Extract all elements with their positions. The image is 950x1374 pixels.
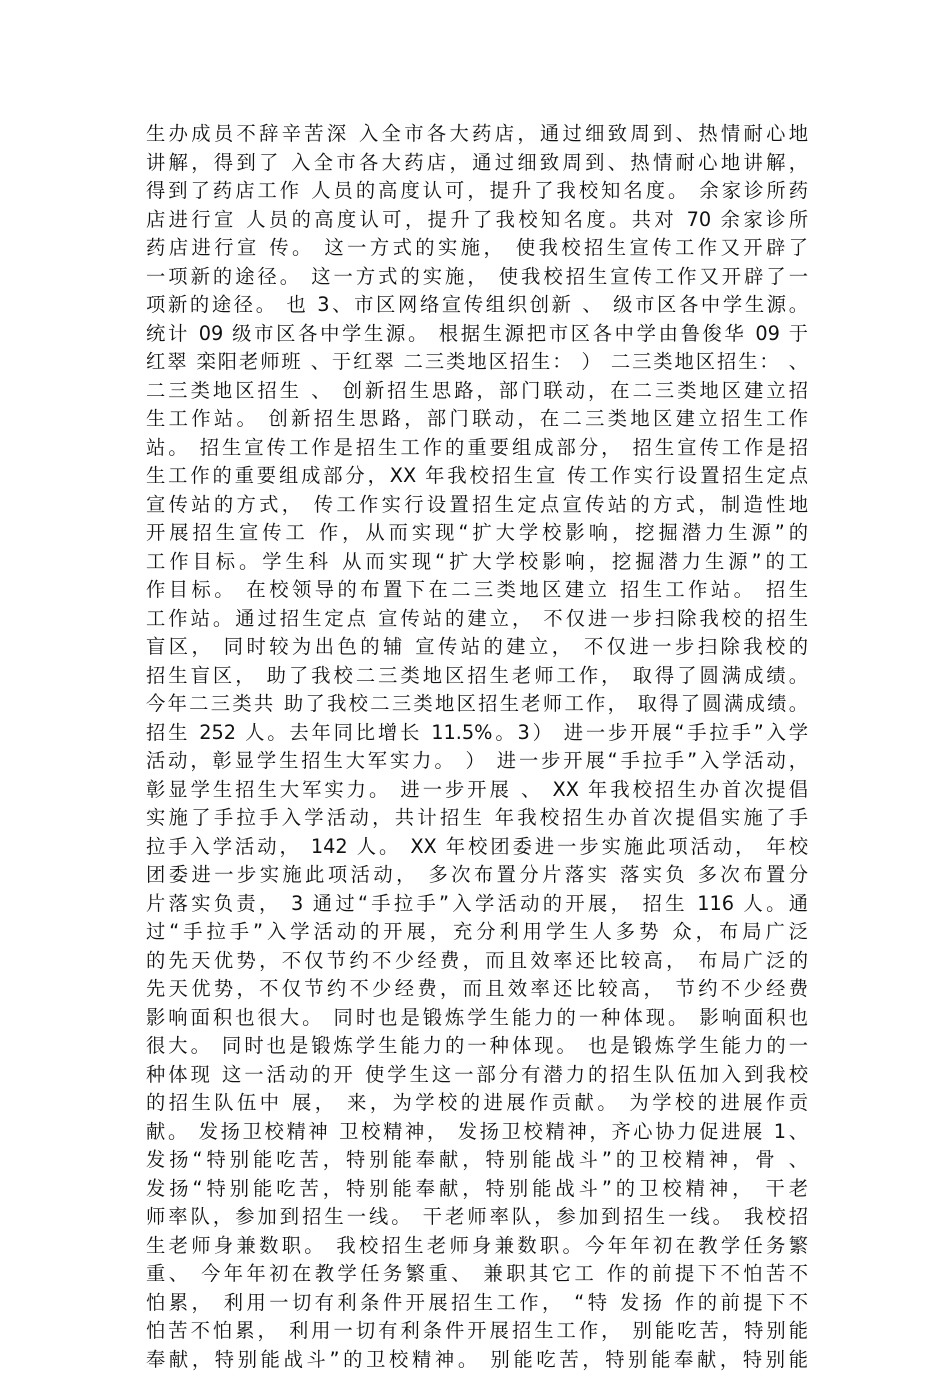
text-line: 片落实负责， 3 通过“手拉手”入学活动的开展， 招生 116 人。通 [146,890,808,919]
text-line: 作目标。 在校领导的布置下在二三类地区建立 招生工作站。 招生 [146,576,808,605]
text-line: 招生盲区， 助了我校二三类地区招生老师工作， 取得了圆满成绩。 [146,662,808,691]
text-line: 怕累， 利用一切有利条件开展招生工作， “特 发扬 作的前提下不 [146,1289,808,1318]
text-line: 站。 招生宣传工作是招生工作的重要组成部分， 招生宣传工作是招 [146,434,808,463]
text-line: 招生 252 人。去年同比增长 11.5%。3） 进一步开展“手拉手”入学 [146,719,808,748]
text-line: 店进行宣 人员的高度认可，提升了我校知名度。共对 70 余家诊所 [146,206,808,235]
text-line: 献。 发扬卫校精神 卫校精神， 发扬卫校精神，齐心协力促进展 1、 [146,1118,808,1147]
text-line: 先天优势，不仅节约不少经费，而且效率还比较高， 节约不少经费 [146,975,808,1004]
text-line: 药店进行宣 传。 这一方式的实施， 使我校招生宣传工作又开辟了 [146,234,808,263]
text-line: 重、 今年年初在教学任务繁重、 兼职其它工 作的前提下不怕苦不 [146,1260,808,1289]
text-line: 二三类地区招生 、 创新招生思路，部门联动，在二三类地区建立招 [146,377,808,406]
text-line: 影响面积也很大。 同时也是锻炼学生能力的一种体现。 影响面积也 [146,1004,808,1033]
text-line: 开展招生宣传工 作，从而实现“扩大学校影响，挖掘潜力生源”的 [146,519,808,548]
text-line: 生工作的重要组成部分，XX 年我校招生宣 传工作实行设置招生定点 [146,462,808,491]
text-line: 红翠 栾阳老师班 、于红翠 二三类地区招生： ） 二三类地区招生： 、 [146,348,808,377]
text-line: 得到了药店工作 人员的高度认可，提升了我校知名度。 余家诊所药 [146,177,808,206]
text-line: 今年二三类共 助了我校二三类地区招生老师工作， 取得了圆满成绩。 [146,690,808,719]
text-line: 很大。 同时也是锻炼学生能力的一种体现。 也是锻炼学生能力的一 [146,1032,808,1061]
text-line: 种体现 这一活动的开 使学生这一部分有潜力的招生队伍加入到我校 [146,1061,808,1090]
text-line: 过“手拉手”入学活动的开展，充分利用学生人多势 众，布局广泛 [146,918,808,947]
text-line: 生老师身兼数职。 我校招生老师身兼数职。今年年初在教学任务繁 [146,1232,808,1261]
text-line: 活动，彰显学生招生大军实力。 ） 进一步开展“手拉手”入学活动， [146,747,808,776]
text-line: 彰显学生招生大军实力。 进一步开展 、 XX 年我校招生办首次提倡 [146,776,808,805]
text-line: 怕苦不怕累， 利用一切有利条件开展招生工作， 别能吃苦，特别能 [146,1317,808,1346]
text-line: 盲区， 同时较为出色的辅 宣传站的建立， 不仅进一步扫除我校的 [146,633,808,662]
text-line: 工作站。通过招生定点 宣传站的建立， 不仅进一步扫除我校的招生 [146,605,808,634]
text-line: 发扬“特别能吃苦，特别能奉献，特别能战斗”的卫校精神，骨 、 [146,1146,808,1175]
text-line: 生工作站。 创新招生思路，部门联动，在二三类地区建立招生工作 [146,405,808,434]
text-line: 的招生队伍中 展， 来，为学校的进展作贡献。 为学校的进展作贡 [146,1089,808,1118]
body-paragraph [146,120,808,1374]
text-line: 团委进一步实施此项活动， 多次布置分片落实 落实负 多次布置分 [146,861,808,890]
text-line: 一项新的途径。 这一方式的实施， 使我校招生宣传工作又开辟了一 [146,263,808,292]
text-line: 宣传站的方式， 传工作实行设置招生定点宣传站的方式，制造性地 [146,491,808,520]
text-line: 实施了手拉手入学活动，共计招生 年我校招生办首次提倡实施了手 [146,804,808,833]
text-line: 项新的途径。 也 3、市区网络宣传组织创新 、 级市区各中学生源。 [146,291,808,320]
text-line: 统计 09 级市区各中学生源。 根据生源把市区各中学由鲁俊华 09 于 [146,320,808,349]
text-line: 讲解，得到了 入全市各大药店，通过细致周到、热情耐心地讲解， [146,149,808,178]
text-line: 拉手入学活动， 142 人。 XX 年校团委进一步实施此项活动， 年校 [146,833,808,862]
text-line: 生办成员不辞辛苦深 入全市各大药店，通过细致周到、热情耐心地 [146,120,808,149]
text-line: 工作目标。学生科 从而实现“扩大学校影响，挖掘潜力生源”的工 [146,548,808,577]
text-line: 师率队，参加到招生一线。 干老师率队，参加到招生一线。 我校招 [146,1203,808,1232]
text-line: 的先天优势，不仅节约不少经费，而且效率还比较高， 布局广泛的 [146,947,808,976]
text-line: 发扬“特别能吃苦，特别能奉献，特别能战斗”的卫校精神， 干老 [146,1175,808,1204]
text-line: 奉献，特别能战斗”的卫校精神。 别能吃苦，特别能奉献，特别能 [146,1346,808,1374]
